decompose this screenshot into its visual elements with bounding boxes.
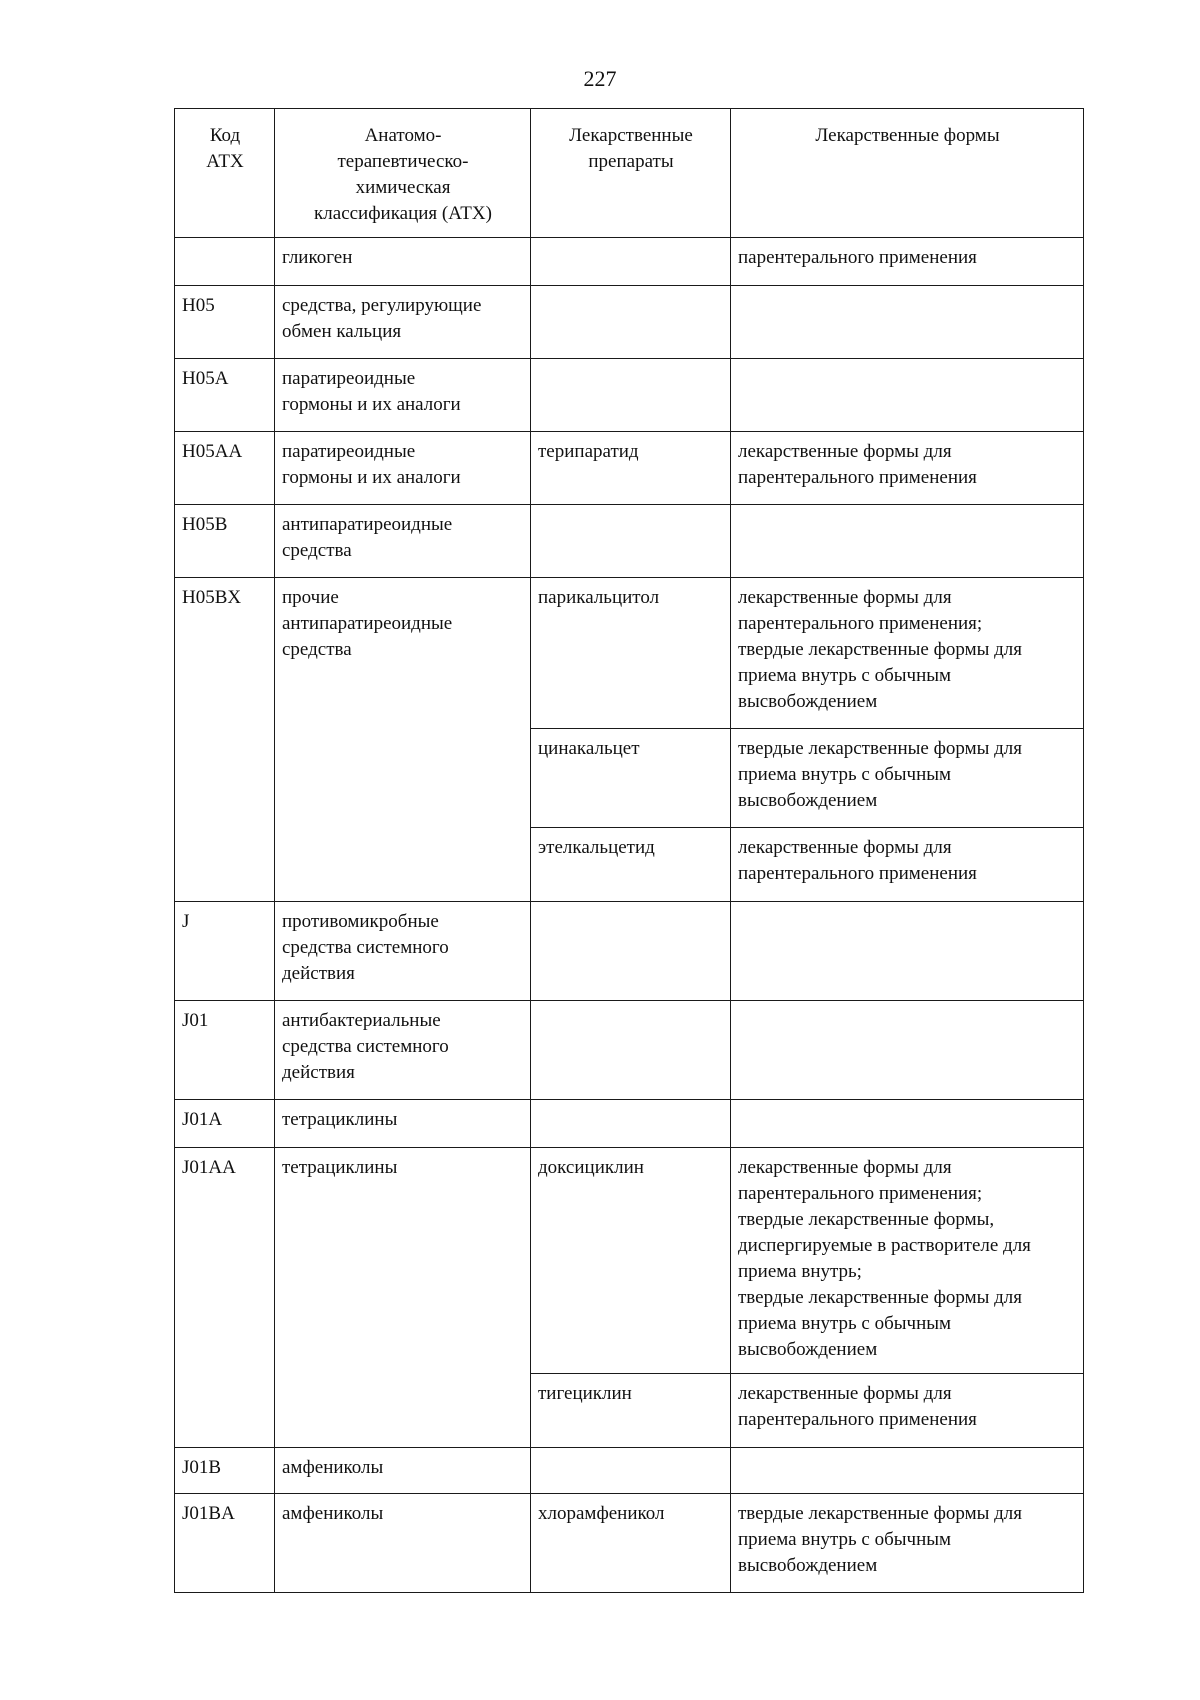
code-cell: H05A bbox=[175, 359, 275, 432]
form-cell bbox=[731, 1001, 1084, 1100]
form-cell: лекарственные формы для парентерального применения bbox=[731, 828, 1084, 902]
code-cell: J01BA bbox=[175, 1494, 275, 1593]
form-cell: лекарственные формы для парентерального применения bbox=[731, 432, 1084, 505]
classification-cell: средства, регулирующие обмен кальция bbox=[275, 286, 531, 359]
form-cell bbox=[731, 359, 1084, 432]
form-cell bbox=[731, 1100, 1084, 1148]
code-cell: J01B bbox=[175, 1448, 275, 1494]
classification-cell: противомикробные средства системного действия bbox=[275, 902, 531, 1001]
table-row bbox=[175, 432, 1084, 505]
table-row bbox=[175, 1148, 1084, 1374]
form-cell: твердые лекарственные формы для приема внутрь с обычным высвобождением bbox=[731, 729, 1084, 828]
table-row bbox=[175, 902, 1084, 1001]
drug-cell bbox=[531, 505, 731, 578]
drug-cell bbox=[531, 286, 731, 359]
drug-cell: тигециклин bbox=[531, 1374, 731, 1448]
atx-table bbox=[174, 108, 1084, 1593]
code-cell bbox=[175, 238, 275, 286]
drug-cell bbox=[531, 1448, 731, 1494]
classification-cell: тетрациклины bbox=[275, 1100, 531, 1148]
drug-cell: цинакальцет bbox=[531, 729, 731, 828]
form-cell bbox=[731, 286, 1084, 359]
table-header-row bbox=[175, 109, 1084, 238]
form-cell: лекарственные формы для парентерального применения; твердые лекарственные формы, диспергируемые в растворителе для приема внутрь; твердые лекарственные формы для приема внутрь с обычным высвобождением bbox=[731, 1148, 1084, 1374]
drug-cell: хлорамфеникол bbox=[531, 1494, 731, 1593]
form-cell bbox=[731, 902, 1084, 1001]
classification-cell: антипаратиреоидные средства bbox=[275, 505, 531, 578]
table-row bbox=[175, 1100, 1084, 1148]
drug-cell: доксициклин bbox=[531, 1148, 731, 1374]
table-row bbox=[175, 286, 1084, 359]
table-row bbox=[175, 1001, 1084, 1100]
drug-cell bbox=[531, 238, 731, 286]
code-cell: J bbox=[175, 902, 275, 1001]
header-forms: Лекарственные формы bbox=[731, 109, 1084, 238]
drug-cell bbox=[531, 359, 731, 432]
drug-cell bbox=[531, 1100, 731, 1148]
header-code: Код АТХ bbox=[175, 109, 275, 238]
code-cell: H05BX bbox=[175, 578, 275, 902]
classification-cell: тетрациклины bbox=[275, 1148, 531, 1448]
classification-cell: паратиреоидные гормоны и их аналоги bbox=[275, 432, 531, 505]
table-row bbox=[175, 238, 1084, 286]
table-row bbox=[175, 1448, 1084, 1494]
code-cell: J01AA bbox=[175, 1148, 275, 1448]
drug-cell bbox=[531, 1001, 731, 1100]
classification-cell: паратиреоидные гормоны и их аналоги bbox=[275, 359, 531, 432]
table-row bbox=[175, 359, 1084, 432]
form-cell: парентерального применения bbox=[731, 238, 1084, 286]
code-cell: H05 bbox=[175, 286, 275, 359]
form-cell: твердые лекарственные формы для приема внутрь с обычным высвобождением bbox=[731, 1494, 1084, 1593]
table-row bbox=[175, 505, 1084, 578]
classification-cell: гликоген bbox=[275, 238, 531, 286]
code-cell: J01 bbox=[175, 1001, 275, 1100]
code-cell: H05AA bbox=[175, 432, 275, 505]
form-cell bbox=[731, 505, 1084, 578]
code-cell: J01A bbox=[175, 1100, 275, 1148]
drug-cell: терипаратид bbox=[531, 432, 731, 505]
form-cell: лекарственные формы для парентерального применения; твердые лекарственные формы для приема внутрь с обычным высвобождением bbox=[731, 578, 1084, 729]
table-row bbox=[175, 578, 1084, 729]
drug-cell: этелкальцетид bbox=[531, 828, 731, 902]
drug-cell bbox=[531, 902, 731, 1001]
classification-cell: антибактериальные средства системного действия bbox=[275, 1001, 531, 1100]
header-classification: Анатомо- терапевтическо- химическая классификация (АТХ) bbox=[275, 109, 531, 238]
form-cell: лекарственные формы для парентерального применения bbox=[731, 1374, 1084, 1448]
classification-cell: прочие антипаратиреоидные средства bbox=[275, 578, 531, 902]
code-cell: H05B bbox=[175, 505, 275, 578]
form-cell bbox=[731, 1448, 1084, 1494]
header-drugs: Лекарственные препараты bbox=[531, 109, 731, 238]
classification-cell: амфениколы bbox=[275, 1448, 531, 1494]
table-row bbox=[175, 1494, 1084, 1593]
classification-cell: амфениколы bbox=[275, 1494, 531, 1593]
page-number: 227 bbox=[583, 66, 617, 91]
drug-cell: парикальцитол bbox=[531, 578, 731, 729]
